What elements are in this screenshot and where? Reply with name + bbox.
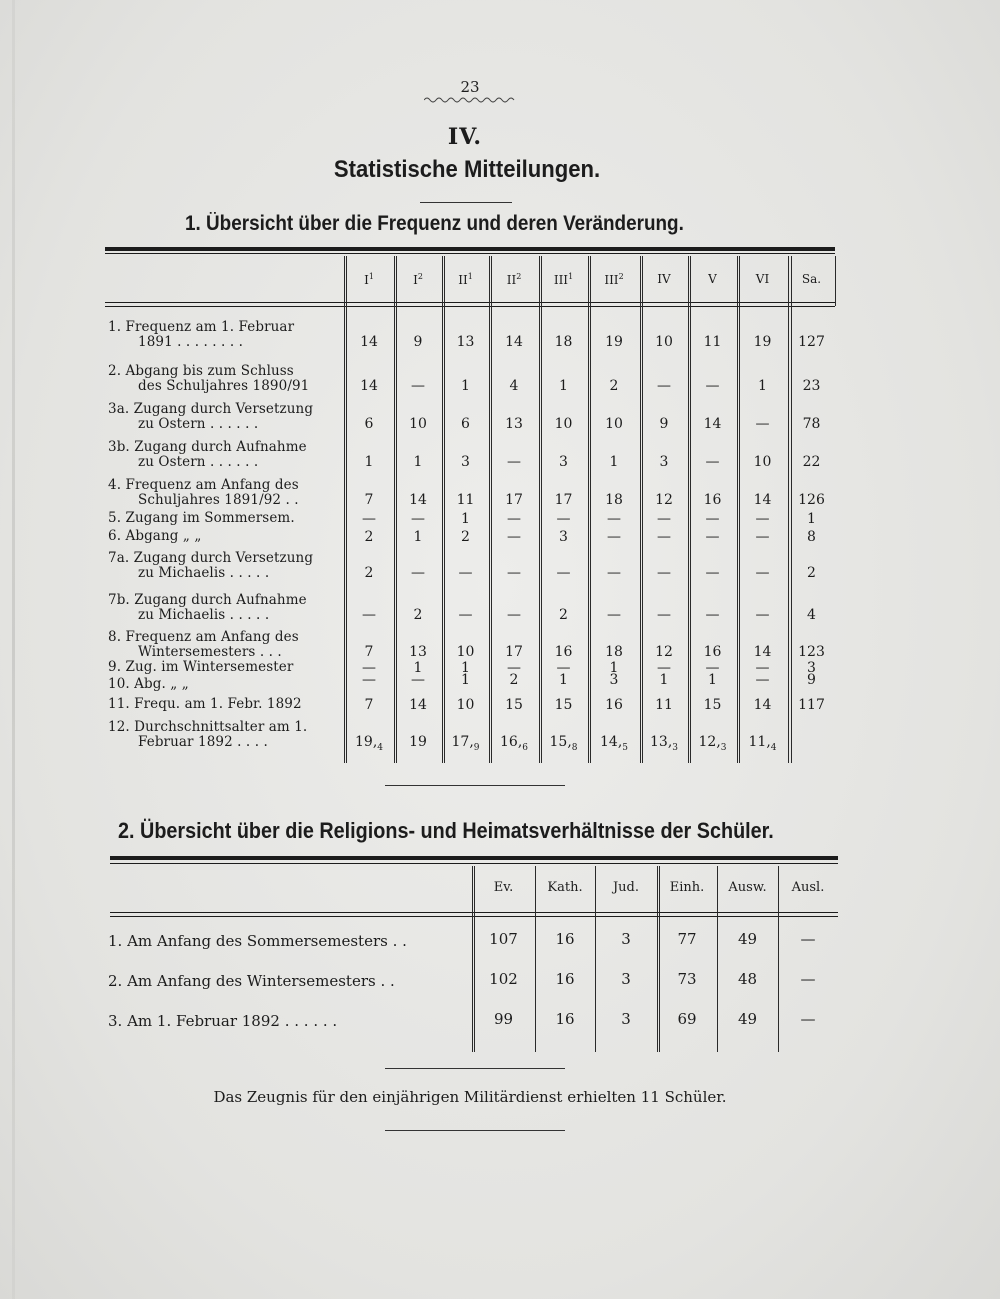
table1-cell: 16 <box>554 644 573 660</box>
table1-cell: — <box>507 565 521 581</box>
table1-row-label: 4. Frequenz am Anfang des Schuljahres 1891/92 . . <box>108 477 299 508</box>
table2-cell: 48 <box>737 970 758 988</box>
table1-row-label: 8. Frequenz am Anfang des Wintersemesters . . . <box>108 629 299 660</box>
table1-cell: 2 <box>461 529 470 545</box>
table1-column-header: $II^2$ <box>506 272 522 287</box>
table1-cell: — <box>657 378 671 394</box>
table1-cell: 3 <box>559 529 568 545</box>
table1-row-label: 10. Abg. „ „ <box>108 676 189 692</box>
separator-rule <box>385 785 565 786</box>
table1-cell: 1 <box>413 454 423 470</box>
table1-cell: — <box>507 454 521 470</box>
table1-cell: 1 <box>461 660 470 676</box>
table1-cell: 15 <box>505 697 523 713</box>
table1-row-label: 11. Frequ. am 1. Febr. 1892 <box>108 696 302 712</box>
table1-cell: 19 <box>409 734 427 750</box>
table1-cell: — <box>657 511 671 527</box>
table1-cell: — <box>411 511 425 527</box>
table2-cell: 49 <box>737 1010 758 1028</box>
table1-column-header: $II^1$ <box>458 272 473 287</box>
table1-cell: 117 <box>798 697 825 713</box>
table2-cell: — <box>800 970 816 988</box>
table1-cell: — <box>556 660 571 676</box>
table1-cell: — <box>705 607 720 623</box>
table1-cell: 1 <box>659 672 669 688</box>
table1-column-header: $I^1$ <box>364 272 374 287</box>
table1-cell: 3 <box>559 454 568 470</box>
table2-cell: 73 <box>677 970 697 988</box>
table1-cell: — <box>607 529 621 545</box>
table2-top-rule <box>110 856 838 860</box>
table1-cell: 3 <box>659 454 669 470</box>
table1-cell: 2 <box>364 565 374 581</box>
table1-cell: 16 <box>605 697 623 713</box>
table2-top-rule-thin <box>110 863 838 864</box>
table1-cell: 1 <box>413 660 423 676</box>
footer-note: Das Zeugnis für den einjährigen Militärdienst erhielten 11 Schüler. <box>213 1088 727 1106</box>
table1-cell: 10 <box>456 644 475 660</box>
table1-row-label: 5. Zugang im Sommersem. <box>108 510 295 526</box>
table1-row-label: 3b. Zugang durch Aufnahme zu Ostern . . . . . . <box>108 439 307 470</box>
table1-cell: — <box>411 672 425 688</box>
table1-header-rule-2 <box>105 306 835 307</box>
table1-title: 1. Übersicht über die Frequenz und deren Veränderung. <box>185 212 684 235</box>
table1-cell: 19 <box>605 334 623 350</box>
table1-column-header: III$^2$ <box>604 272 624 287</box>
table2-column-header: Ausw. <box>728 880 767 895</box>
table2-title: 2. Übersicht über die Religions- und Heimatsverhältnisse der Schüler. <box>118 818 774 843</box>
table1-cell: — <box>458 607 473 623</box>
table1-column-header: VI <box>755 272 770 286</box>
table1-row-label: 7b. Zugang durch Aufnahme zu Michaelis . . . . . <box>108 592 307 623</box>
table1-cell: — <box>705 565 720 581</box>
table1-cell: — <box>507 607 521 623</box>
table1-cell: — <box>362 607 376 623</box>
table1-cell: 16 <box>703 644 722 660</box>
table2-row-label: 1. Am Anfang des Sommersemesters . . <box>108 932 407 950</box>
table1-row-label: 7a. Zugang durch Versetzung zu Michaelis . . . . . <box>108 550 314 581</box>
table1-cell: $14,_5$ <box>600 734 628 753</box>
table1-cell: — <box>705 660 720 676</box>
table1-cell: 1 <box>559 378 568 394</box>
table1-cell: 2 <box>609 378 619 394</box>
table1-cell: 10 <box>655 334 673 350</box>
table1-cell: $12,_3$ <box>698 734 727 753</box>
table1-cell: — <box>607 511 621 527</box>
table1-cell: 14 <box>409 697 427 713</box>
table1-cell: 2 <box>364 529 374 545</box>
table1-cell: — <box>755 660 770 676</box>
table1-cell: 17 <box>505 644 523 660</box>
table2-column-header: Jud. <box>612 880 640 895</box>
table1-cell: — <box>556 511 571 527</box>
table1-cell: — <box>507 660 521 676</box>
table2-cell: — <box>800 1010 816 1028</box>
table1-cell: 7 <box>364 697 374 713</box>
table1-cell: — <box>507 511 521 527</box>
table1-cell: — <box>705 378 720 394</box>
table1-cell: 9 <box>807 672 816 688</box>
table1-cell: 17 <box>554 492 573 508</box>
table1-cell: — <box>755 529 770 545</box>
table1-cell: — <box>362 511 376 527</box>
table1-column-rule <box>835 256 836 306</box>
section-number: IV. <box>447 124 483 150</box>
table1-row-label: 12. Durchschnittsalter am 1. Februar 1892 . . . . <box>108 719 308 750</box>
table1-cell: — <box>362 672 376 688</box>
table1-cell: 2 <box>559 607 568 623</box>
table1-cell: 14 <box>360 378 378 394</box>
table2-cell: 16 <box>555 1010 575 1028</box>
table1-cell: 127 <box>798 334 825 350</box>
table1-cell: 13 <box>505 416 523 432</box>
page-number-ornament-icon <box>424 96 516 104</box>
table1-cell: — <box>607 607 621 623</box>
table1-cell: 9 <box>659 416 669 432</box>
table1-cell: — <box>657 529 671 545</box>
table1-cell: 1 <box>807 511 816 527</box>
table1-cell: — <box>755 416 770 432</box>
table2-row-label: 3. Am 1. Februar 1892 . . . . . . <box>108 1012 338 1030</box>
table1-cell: 1 <box>461 511 470 527</box>
table1-column-header: V <box>708 272 717 286</box>
table1-cell: 14 <box>703 416 722 432</box>
table2-cell: 3 <box>621 970 631 988</box>
table1-cell: 11 <box>456 492 475 508</box>
separator-rule-3 <box>385 1130 565 1131</box>
table1-cell: 14 <box>409 492 427 508</box>
table1-cell: 14 <box>753 644 772 660</box>
table1-cell: 16 <box>703 492 722 508</box>
table2-column-header: Kath. <box>547 880 583 895</box>
table1-row-label: 9. Zug. im Wintersemester <box>108 659 294 675</box>
table1-cell: 11 <box>655 697 673 713</box>
table1-cell: — <box>411 378 425 394</box>
table1-cell: 11 <box>703 334 722 350</box>
table2-cell: 49 <box>737 930 758 948</box>
table1-cell: 18 <box>554 334 573 350</box>
table1-cell: — <box>705 511 720 527</box>
table1-cell: 14 <box>360 334 378 350</box>
table1-cell: $16,_6$ <box>500 734 528 753</box>
table1-cell: — <box>607 565 621 581</box>
table1-cell: $17,_9$ <box>451 734 480 753</box>
table2-cell: 69 <box>677 1010 697 1028</box>
table1-cell: 3 <box>461 454 470 470</box>
table1-cell: 1 <box>609 660 619 676</box>
table1-cell: $19,_4$ <box>355 734 383 753</box>
table2-cell: 102 <box>489 970 518 988</box>
table2-column-header: Ausl. <box>791 880 825 895</box>
table2-column-header: Ev. <box>493 880 514 895</box>
table1-cell: 14 <box>753 492 772 508</box>
table1-row-label: 2. Abgang bis zum Schluss des Schuljahres 1890/91 <box>108 363 310 394</box>
table1-cell: 10 <box>409 416 427 432</box>
table1-cell: 18 <box>605 644 623 660</box>
table1-cell: 9 <box>413 334 423 350</box>
table1-cell: 10 <box>605 416 623 432</box>
table1-column-header: IV <box>657 272 671 286</box>
table1-cell: 4 <box>509 378 519 394</box>
table1-cell: $11,_4$ <box>748 734 777 753</box>
table1-cell: 10 <box>456 697 475 713</box>
table1-cell: 2 <box>509 672 519 688</box>
table1-cell: — <box>411 565 425 581</box>
table2-cell: 99 <box>493 1010 514 1028</box>
table1-cell: 19 <box>753 334 772 350</box>
table1-cell: 2 <box>413 607 423 623</box>
table1-cell: 12 <box>655 492 673 508</box>
table1-cell: 13 <box>409 644 427 660</box>
table2-cell: 16 <box>555 930 575 948</box>
table1-column-header: III$^1$ <box>553 272 574 287</box>
table1-cell: $15,_8$ <box>549 734 578 753</box>
table1-cell: 14 <box>753 697 772 713</box>
table1-cell: — <box>507 529 521 545</box>
table1-cell: 7 <box>364 644 374 660</box>
table1-column-header: Sa. <box>801 272 822 286</box>
page-number: 23 <box>460 78 480 96</box>
table1-cell: 14 <box>505 334 523 350</box>
table1-cell: 22 <box>802 454 821 470</box>
title-rule <box>420 202 512 203</box>
table1-cell: 7 <box>364 492 374 508</box>
table1-cell: — <box>556 565 571 581</box>
section-title: Statistische Mitteilungen. <box>333 156 601 183</box>
table1-cell: 3 <box>807 660 816 676</box>
table2-column-header: Einh. <box>669 880 705 895</box>
table1-cell: 18 <box>605 492 623 508</box>
table1-cell: 4 <box>807 607 816 623</box>
table2-cell: — <box>800 930 816 948</box>
table1-cell: — <box>755 607 770 623</box>
separator-rule-2 <box>385 1068 565 1069</box>
table1-cell: — <box>755 511 770 527</box>
table1-cell: — <box>705 454 720 470</box>
table1-cell: 1 <box>461 378 470 394</box>
table1-cell: 2 <box>807 565 816 581</box>
table1-cell: 123 <box>798 644 825 660</box>
table1-cell: 1 <box>758 378 767 394</box>
table1-cell: 1 <box>461 672 470 688</box>
table1-row-label: 1. Frequenz am 1. Februar 1891 . . . . . . . . <box>108 319 295 350</box>
table1-cell: 15 <box>703 697 722 713</box>
table1-cell: 1 <box>413 529 423 545</box>
table1-header-rule <box>105 302 835 303</box>
table1-cell: 17 <box>505 492 523 508</box>
table1-cell: 10 <box>753 454 772 470</box>
table1-cell: 6 <box>461 416 470 432</box>
table2-cell: 77 <box>677 930 697 948</box>
table2-cell: 107 <box>489 930 518 948</box>
table2-cell: 16 <box>555 970 575 988</box>
table1-cell: 23 <box>802 378 821 394</box>
table1-cell: — <box>362 660 376 676</box>
table2-cell: 3 <box>621 1010 631 1028</box>
table1-cell: 13 <box>456 334 475 350</box>
table1-cell: 8 <box>807 529 816 545</box>
table1-cell: — <box>755 672 770 688</box>
table1-cell: 126 <box>798 492 825 508</box>
table1-row-label: 6. Abgang „ „ <box>108 528 202 544</box>
table1-cell: $13,_3$ <box>650 734 678 753</box>
table1-cell: 3 <box>609 672 619 688</box>
table1-cell: 1 <box>364 454 374 470</box>
table1-cell: 6 <box>364 416 374 432</box>
table1-cell: — <box>705 529 720 545</box>
table1-cell: 78 <box>802 416 821 432</box>
table1-cell: 15 <box>554 697 573 713</box>
table1-cell: 1 <box>708 672 717 688</box>
table1-cell: — <box>657 607 671 623</box>
table1-top-rule-thin <box>105 253 835 254</box>
table1-cell: 1 <box>559 672 568 688</box>
table1-cell: 10 <box>554 416 573 432</box>
table2-cell: 3 <box>621 930 631 948</box>
table1-cell: — <box>657 565 671 581</box>
table1-cell: 1 <box>609 454 619 470</box>
table1-cell: — <box>657 660 671 676</box>
table1-cell: — <box>755 565 770 581</box>
table1-cell: 12 <box>655 644 673 660</box>
table1-cell: — <box>458 565 473 581</box>
table1-top-rule <box>105 247 835 251</box>
table2-row-label: 2. Am Anfang des Wintersemesters . . <box>108 972 395 990</box>
table1-row-label: 3a. Zugang durch Versetzung zu Ostern . . . . . . <box>108 401 314 432</box>
table1-column-header: $I^2$ <box>413 272 423 287</box>
